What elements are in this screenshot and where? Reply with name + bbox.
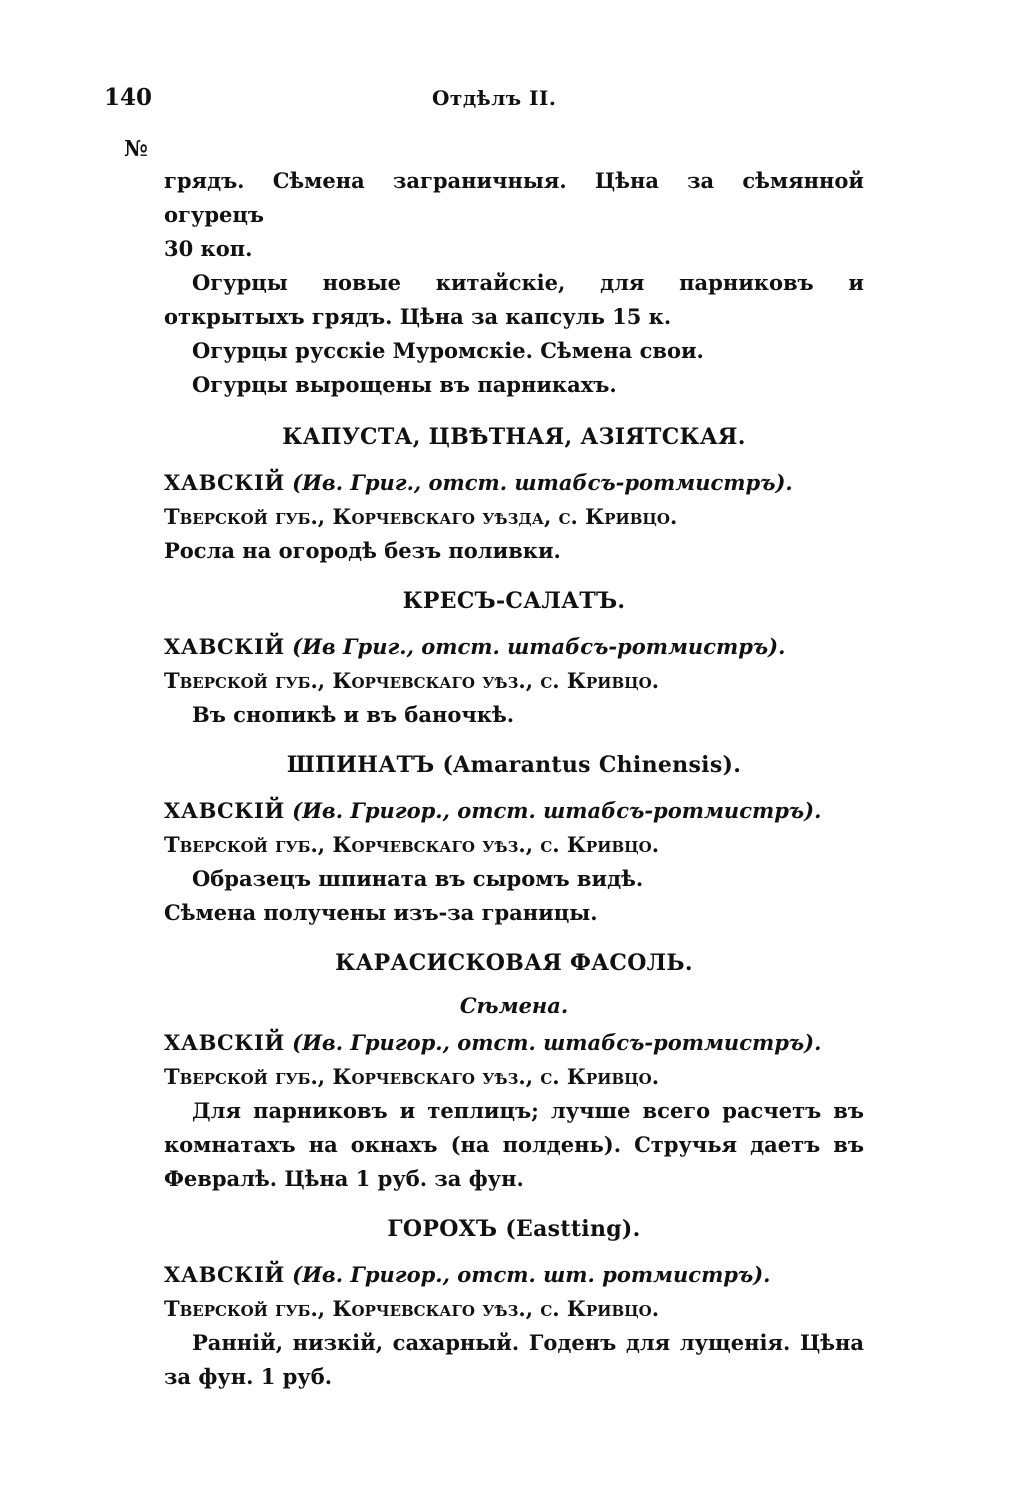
section-text: Ранній, низкій, сахарный. Годенъ для лущенія. Цѣна за фун. 1 руб. bbox=[164, 1330, 864, 1389]
exhibitor-name: ХАВСКІЙ bbox=[164, 1262, 285, 1287]
exhibitor-note: (Ив. Григор., отст. штабсъ-ротмистръ). bbox=[292, 1030, 822, 1055]
exhibitor-line bbox=[164, 794, 864, 828]
section-text: Для парниковъ и теплицъ; лучше всего расчетъ въ комнатахъ на окнахъ (на полдень). Стручья даетъ въ Февралѣ. Цѣна 1 руб. за фун. bbox=[164, 1098, 864, 1191]
intro-paragraph-3: Огурцы русскіе Муромскіе. Сѣмена свои. bbox=[192, 338, 704, 363]
section-title-beans: КАРАСИСКОВАЯ ФАСОЛЬ. bbox=[335, 950, 693, 976]
exhibitor-location: Тверской губ., Корчевскаго уѣз., с. Кривцо. bbox=[164, 668, 660, 693]
exhibitor-name: ХАВСКІЙ bbox=[164, 798, 285, 823]
running-header bbox=[0, 80, 1012, 116]
exhibitor-location: Тверской губ., Корчевскаго уѣз., с. Кривцо. bbox=[164, 1064, 660, 1089]
intro-line-1: грядъ. Сѣмена заграничныя. Цѣна за сѣмянной огурецъ bbox=[164, 168, 864, 227]
exhibitor-line bbox=[164, 1026, 864, 1060]
section-title-cress: КРЕСЪ-САЛАТЪ. bbox=[402, 588, 626, 614]
exhibitor-name: ХАВСКІЙ bbox=[164, 634, 285, 659]
section-title-spinach: ШПИНАТЪ (Amarantus Chinensis). bbox=[286, 752, 742, 778]
exhibitor-note: (Ив. Григор., отст. шт. ротмистръ). bbox=[292, 1262, 771, 1287]
number-sign: № bbox=[124, 136, 148, 162]
page-number: 140 bbox=[104, 84, 153, 111]
section-text: Образецъ шпината въ сыромъ видѣ. bbox=[192, 866, 644, 891]
exhibitor-location: Тверской губ., Корчевскаго уѣз., с. Кривцо. bbox=[164, 1296, 660, 1321]
exhibitor-location: Тверской губ., Корчевскаго уѣз., с. Кривцо. bbox=[164, 832, 660, 857]
exhibitor-note: (Ив. Григор., отст. штабсъ-ротмистръ). bbox=[292, 798, 822, 823]
exhibitor-location: Тверской губ., Корчевскаго уѣзда, с. Кривцо. bbox=[164, 504, 678, 529]
section-text: Въ снопикѣ и въ баночкѣ. bbox=[192, 702, 515, 727]
section-text: Сѣмена получены изъ-за границы. bbox=[164, 900, 598, 925]
intro-paragraph-1 bbox=[164, 164, 864, 266]
exhibitor-line bbox=[164, 1258, 864, 1292]
intro-paragraph-2: Огурцы новые китайскіе, для парниковъ и открытыхъ грядъ. Цѣна за капсуль 15 к. bbox=[164, 270, 864, 329]
exhibitor-name: ХАВСКІЙ bbox=[164, 1030, 285, 1055]
section-title-cauliflower: КАПУСТА, ЦВѢТНАЯ, АЗІЯТСКАЯ. bbox=[282, 424, 746, 450]
intro-paragraph-4: Огурцы вырощены въ парникахъ. bbox=[192, 372, 617, 397]
exhibitor-name: ХАВСКІЙ bbox=[164, 470, 285, 495]
section-text: Росла на огородѣ безъ поливки. bbox=[164, 538, 561, 563]
page-body bbox=[164, 164, 864, 1394]
running-title: Отдѣлъ II. bbox=[432, 86, 557, 110]
exhibitor-line bbox=[164, 466, 864, 500]
intro-line-2: 30 коп. bbox=[164, 236, 253, 261]
section-subtitle: Сѣмена. bbox=[459, 993, 569, 1018]
exhibitor-line bbox=[164, 630, 864, 664]
exhibitor-note: (Ив Григ., отст. штабсъ-ротмистръ). bbox=[292, 634, 786, 659]
section-title-peas: ГОРОХЪ (Eastting). bbox=[387, 1216, 641, 1242]
exhibitor-note: (Ив. Григ., отст. штабсъ-ротмистръ). bbox=[292, 470, 793, 495]
